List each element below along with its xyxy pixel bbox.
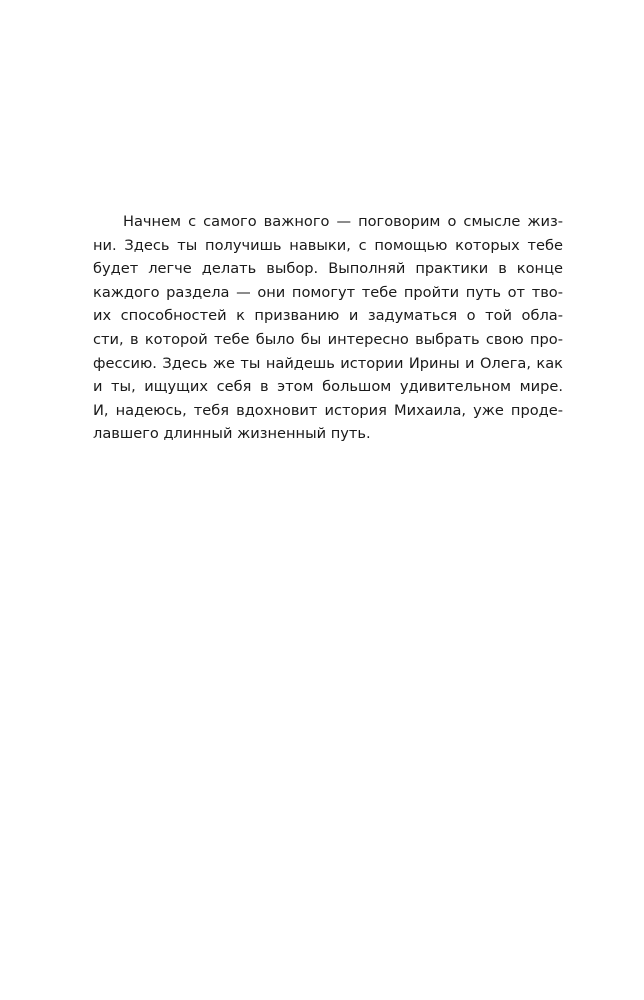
- body-paragraph: [93, 210, 563, 446]
- paragraph-line: И, надеюсь, тебя вдохновит история Михаила, уже проде-: [93, 401, 563, 419]
- paragraph-line: фессию. Здесь же ты найдешь истории Ирины и Олега, как: [93, 354, 563, 372]
- paragraph-line: и ты, ищущих себя в этом большом удивительном мире.: [93, 378, 563, 396]
- paragraph-line: будет легче делать выбор. Выполняй практики в конце: [93, 260, 563, 278]
- paragraph-line: ни. Здесь ты получишь навыки, с помощью которых тебе: [93, 236, 563, 254]
- paragraph-line: каждого раздела — они помогут тебе пройти путь от тво-: [93, 283, 563, 301]
- paragraph-line: лавшего длинный жизненный путь.: [93, 425, 371, 443]
- paragraph-line: их способностей к призванию и задуматься о той обла-: [93, 307, 563, 325]
- paragraph-line: сти, в которой тебе было бы интересно выбрать свою про-: [93, 330, 563, 348]
- paragraph-line: Начнем с самого важного — поговорим о смысле жиз-: [123, 213, 563, 230]
